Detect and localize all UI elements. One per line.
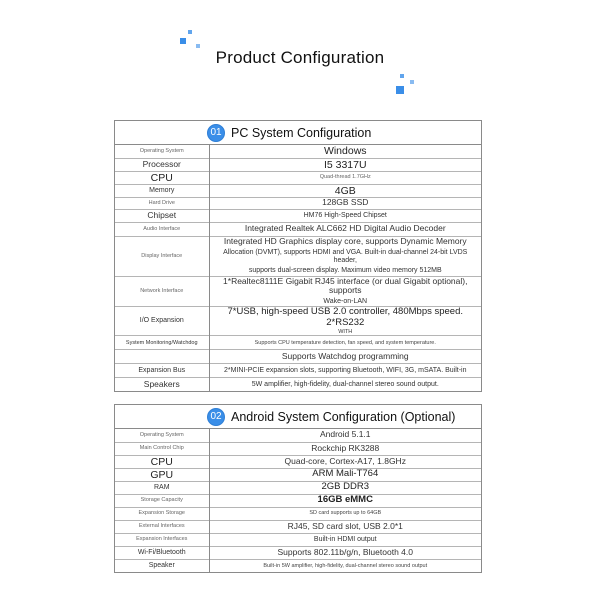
spec-label: Hard Drive xyxy=(115,197,209,209)
table-row xyxy=(115,145,481,158)
table-row xyxy=(115,276,481,307)
spec-value: 128GB SSD xyxy=(209,197,481,209)
table-row xyxy=(115,184,481,197)
spec-label: External Interfaces xyxy=(115,520,209,533)
table-row xyxy=(115,378,481,391)
table-row xyxy=(115,507,481,520)
table-row xyxy=(115,171,481,184)
spec-value-line: Wake-on-LAN xyxy=(323,298,368,306)
decor-squares-right xyxy=(396,74,420,98)
spec-value: 16GB eMMC xyxy=(209,494,481,507)
spec-value: Supports CPU temperature detection, fan speed, and system temperature. xyxy=(209,336,481,350)
android-spec-table xyxy=(115,429,481,572)
table-row xyxy=(115,559,481,572)
spec-label: Operating System xyxy=(115,429,209,442)
spec-value-line: 1*Realtec8111E Gigabit RJ45 interface (or dual Gigabit optional), supports xyxy=(223,276,468,296)
spec-value: ARM Mali-T764 xyxy=(209,468,481,481)
table-row xyxy=(115,533,481,546)
spec-value: 2*MINI-PCIE expansion slots, supporting Bluetooth, WIFI, 3G, mSATA. Built-in xyxy=(209,364,481,378)
spec-label: System Monitoring/Watchdog xyxy=(115,336,209,350)
spec-value-line: WITH xyxy=(338,329,353,336)
spec-value: Rockchip RK3288 xyxy=(209,442,481,455)
spec-value-line: 7*USB, high-speed USB 2.0 controller, 480Mbps speed. 2*RS232 xyxy=(227,306,464,329)
spec-value xyxy=(209,276,481,307)
spec-value: Built-in 5W amplifier, high-fidelity, dual-channel stereo sound output xyxy=(209,559,481,572)
table-row xyxy=(115,429,481,442)
spec-label: CPU xyxy=(115,171,209,184)
spec-value: 2GB DDR3 xyxy=(209,481,481,494)
spec-value: Supports 802.11b/g/n, Bluetooth 4.0 xyxy=(209,546,481,559)
spec-value: HM76 High-Speed Chipset xyxy=(209,209,481,222)
spec-label: Main Control Chip xyxy=(115,442,209,455)
spec-value-line: Allocation (DVMT), supports HDMI and VGA. Built-in dual-channel 24-bit LVDS header, xyxy=(223,249,468,265)
page-title: Product Configuration xyxy=(215,48,385,67)
spec-value: Built-in HDMI output xyxy=(209,533,481,546)
table-row xyxy=(115,158,481,171)
spec-value xyxy=(209,307,481,336)
spec-label: Network Interface xyxy=(115,276,209,307)
pc-config-panel xyxy=(114,120,482,392)
spec-label: Expansion Interfaces xyxy=(115,533,209,546)
spec-value: I5 3317U xyxy=(209,158,481,171)
spec-label: Speakers xyxy=(115,378,209,391)
spec-value: RJ45, SD card slot, USB 2.0*1 xyxy=(209,520,481,533)
table-row xyxy=(115,494,481,507)
table-row xyxy=(115,520,481,533)
spec-label: Memory xyxy=(115,184,209,197)
spec-value-line: Integrated HD Graphics display core, supports Dynamic Memory xyxy=(223,236,467,247)
spec-value: Android 5.1.1 xyxy=(319,429,371,440)
spec-label: GPU xyxy=(115,468,209,481)
pc-spec-table xyxy=(115,145,481,391)
spec-label: Expansion Storage xyxy=(115,507,209,520)
spec-value-line: supports dual-screen display. Maximum video memory 512MB xyxy=(248,267,442,275)
table-row xyxy=(115,546,481,559)
android-config-header xyxy=(115,405,481,429)
spec-value: Integrated Realtek ALC662 HD Digital Audio Decoder xyxy=(209,222,481,236)
table-row xyxy=(115,442,481,455)
table-row xyxy=(115,468,481,481)
pc-config-title: PC System Configuration xyxy=(231,125,372,140)
spec-value: 5W amplifier, high-fidelity, dual-channel stereo sound output. xyxy=(209,378,481,391)
table-row xyxy=(115,209,481,222)
spec-value: Supports Watchdog programming xyxy=(209,350,481,364)
table-row xyxy=(115,307,481,336)
pc-config-header xyxy=(115,121,481,145)
spec-label: Storage Capacity xyxy=(115,494,209,507)
table-row xyxy=(115,197,481,209)
table-row xyxy=(115,336,481,350)
spec-label: CPU xyxy=(115,455,209,468)
table-row xyxy=(115,455,481,468)
android-config-title: Android System Configuration (Optional) xyxy=(231,409,456,424)
spec-value: Quad-thread 1.7GHz xyxy=(209,171,481,184)
table-row xyxy=(115,481,481,494)
spec-label: RAM xyxy=(115,481,209,494)
table-row xyxy=(115,350,481,364)
table-row xyxy=(115,364,481,378)
spec-value: 4GB xyxy=(209,184,481,197)
android-config-panel xyxy=(114,404,482,573)
spec-label: Display Interface xyxy=(115,236,209,276)
spec-value: Windows xyxy=(323,145,367,158)
spec-value xyxy=(209,236,481,276)
table-row xyxy=(115,222,481,236)
spec-label: Wi-Fi/Bluetooth xyxy=(115,546,209,559)
spec-label: Operating System xyxy=(115,145,209,158)
spec-label: I/O Expansion xyxy=(115,307,209,336)
spec-label: Speaker xyxy=(115,559,209,572)
spec-value: SD card supports up to 64GB xyxy=(209,507,481,520)
spec-label: Chipset xyxy=(115,209,209,222)
section-number-badge: 01 xyxy=(207,124,225,142)
section-number-badge: 02 xyxy=(207,408,225,426)
spec-label xyxy=(115,350,209,364)
spec-label: Processor xyxy=(115,158,209,171)
spec-label: Audio Interface xyxy=(115,222,209,236)
spec-label: Expansion Bus xyxy=(115,364,209,378)
table-row xyxy=(115,236,481,276)
spec-value: Quad-core, Cortex-A17, 1.8GHz xyxy=(209,455,481,468)
